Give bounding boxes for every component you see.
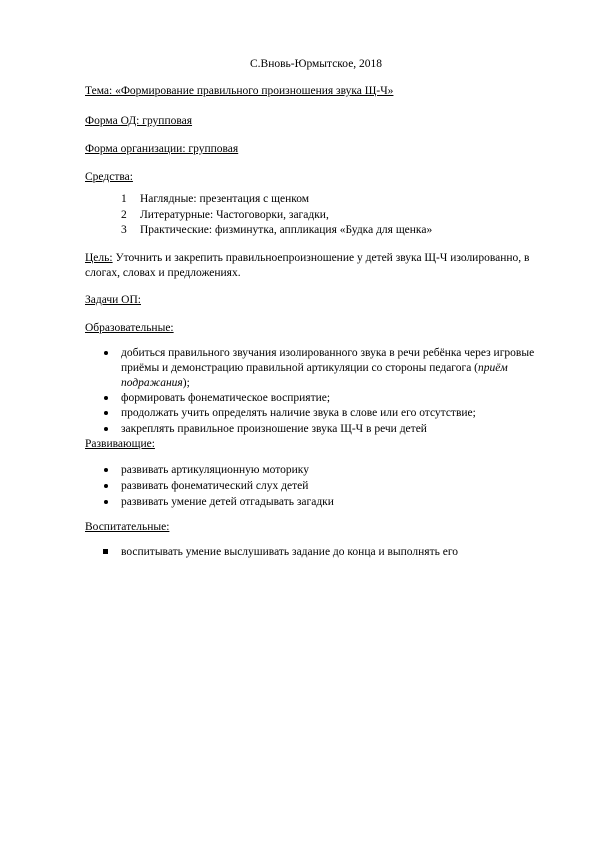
educational-heading: Образовательные: [85, 322, 174, 334]
form-org-line: Форма организации: групповая [85, 143, 239, 155]
goal-text-1: Уточнить и закрепить правильноепроизношение у детей звука Щ-Ч изолированно, в [112, 252, 530, 264]
edu-item-4: закреплять правильное произношение звука Щ-Ч в речи детей [121, 423, 427, 435]
form-od-line: Форма ОД: групповая [85, 115, 193, 127]
means-item-1: Наглядные: презентация с щенком [140, 193, 310, 205]
means-heading: Средства: [85, 171, 133, 183]
edu-item-1-italic-2: приём [478, 362, 508, 374]
square-bullet-icon [103, 549, 108, 554]
edu-item-1-line-2 [121, 361, 508, 375]
edu-item-3: продолжать учить определять наличие звука в слове или его отсутствие; [121, 407, 476, 419]
dev-item-3: развивать умение детей отгадывать загадки [121, 496, 334, 508]
bullet-icon [104, 468, 108, 472]
means-number-3: 3 [121, 224, 127, 236]
means-item-2: Литературные: Частоговорки, загадки, [140, 209, 329, 221]
dev-item-2: развивать фонематический слух детей [121, 480, 309, 492]
bullet-icon [104, 484, 108, 488]
goal-label: Цель: [85, 252, 113, 264]
bullet-icon [104, 351, 108, 355]
topic-line: Тема: «Формирование правильного произношения звука Щ-Ч» [85, 85, 394, 97]
dev-item-1: развивать артикуляционную моторику [121, 464, 309, 476]
means-number-1: 1 [121, 193, 127, 205]
bullet-icon [104, 500, 108, 504]
edu-item-2: формировать фонематическое восприятие; [121, 392, 331, 404]
edu-item-1-italic-3: подражания [121, 377, 183, 389]
upb-item-1: воспитывать умение выслушивать задание до конца и выполнять его [121, 546, 458, 558]
means-number-2: 2 [121, 209, 127, 221]
developmental-heading: Развивающие: [85, 438, 155, 450]
bullet-icon [104, 396, 108, 400]
means-item-3: Практические: физминутка, аппликация «Будка для щенка» [140, 224, 433, 236]
edu-item-1-line-1: добиться правильного звучания изолированного звука в речи ребёнка через игровые [121, 347, 535, 359]
edu-item-1-text-2: приёмы и демонстрацию правильной артикуляции со стороны педагога ( [121, 362, 479, 374]
goal-line-2: слогах, словах и предложениях. [85, 267, 241, 279]
upbringing-heading: Воспитательные: [85, 521, 170, 533]
place-date: С.Вновь-Юрмытское, 2018 [250, 58, 383, 70]
bullet-icon [104, 411, 108, 415]
edu-item-1-text-3: ); [182, 377, 190, 389]
edu-item-1-line-3 [121, 376, 190, 390]
bullet-icon [104, 427, 108, 431]
tasks-heading: Задачи ОП: [85, 294, 141, 306]
goal-line-1 [85, 251, 529, 265]
